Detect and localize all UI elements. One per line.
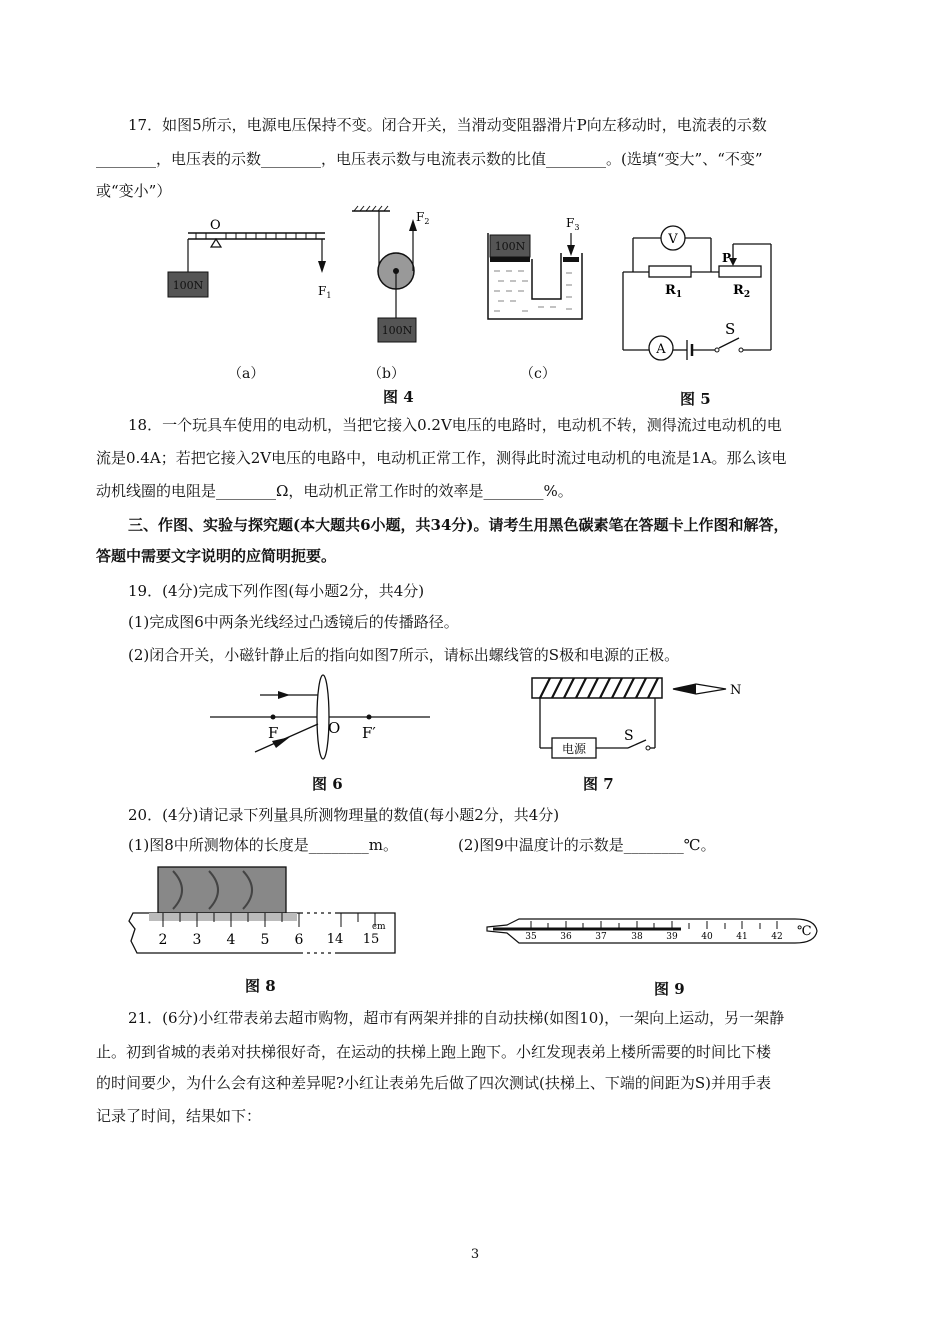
section3-heading-line2: 答题中需要文字说明的应简明扼要。 bbox=[96, 547, 337, 565]
fig5-r1-label: $R_1$ bbox=[665, 283, 683, 300]
q21-line2: 止。初到省城的表弟对扶梯很好奇，在运动的扶梯上跑上跑下。小红发现表弟上楼所需要的时间比下楼 bbox=[96, 1043, 772, 1061]
q20-part2: (2)图9中温度计的示数是________℃。 bbox=[458, 836, 716, 854]
q19-line2: (1)完成图6中两条光线经过凸透镜后的传播路径。 bbox=[128, 613, 459, 631]
fig4c-force-label: $F_3$ bbox=[566, 216, 580, 232]
fig5-circuit-diagram bbox=[615, 220, 780, 360]
fig9-caption: 图 9 bbox=[654, 980, 685, 998]
fig9-tick-41: 41 bbox=[736, 932, 748, 942]
fig9-tick-35: 35 bbox=[525, 932, 537, 942]
fig4b-weight-label: 100N bbox=[381, 324, 413, 337]
q20-line1: 20．(4分)请记录下列量具所测物理量的数值(每小题2分，共4分) bbox=[128, 806, 560, 824]
fig7-switch-label: S bbox=[624, 728, 634, 744]
fig8-tick-5: 5 bbox=[260, 932, 270, 948]
q21-line4: 记录了时间，结果如下： bbox=[96, 1107, 262, 1125]
fig9-tick-40: 40 bbox=[701, 932, 713, 942]
fig9-unit-label: ℃ bbox=[797, 924, 812, 939]
fig8-unit-label: cm bbox=[372, 922, 386, 932]
section3-heading-line1: 三、作图、实验与探究题(本大题共6小题，共34分)。请考生用黑色碳素笔在答题卡上作图和解答， bbox=[128, 516, 789, 534]
q18-line1: 18．一个玩具车使用的电动机，当把它接入0.2V电压的电路时，电动机不转，测得流过电动机的电 bbox=[128, 416, 782, 434]
fig7-caption: 图 7 bbox=[583, 775, 614, 793]
q17-line3: 或“变小”） bbox=[96, 182, 172, 200]
fig8-measured-object bbox=[158, 867, 286, 913]
fig4a-fulcrum bbox=[211, 239, 221, 247]
fig5-voltmeter-label: V bbox=[668, 232, 678, 247]
fig5-ammeter-label: A bbox=[656, 342, 666, 357]
q20-part1: (1)图8中所测物体的长度是________m。 bbox=[128, 836, 399, 854]
q21-line1: 21．(6分)小红带表弟去超市购物，超市有两架并排的自动扶梯(如图10)，一架向上运动，另一架静 bbox=[128, 1009, 785, 1027]
fig4c-weight-label: 100N bbox=[494, 240, 526, 253]
fig5-switch bbox=[719, 338, 739, 348]
fig5-resistor-r1 bbox=[649, 266, 691, 277]
fig9-tick-36: 36 bbox=[560, 932, 572, 942]
fig5-switch-label: S bbox=[725, 320, 736, 338]
fig7-needle-pole-label: N bbox=[730, 683, 742, 698]
fig9-tick-39: 39 bbox=[666, 932, 678, 942]
q21-line3: 的时间要少，为什么会有这种差异呢?小红让表弟先后做了四次测试(扶梯上、下端的间距为S)并用手表 bbox=[96, 1074, 772, 1092]
fig4b-force-label: $F_2$ bbox=[416, 210, 430, 226]
fig8-tick-14: 14 bbox=[326, 932, 344, 947]
fig4a-pivot-label: O bbox=[210, 218, 221, 233]
fig9-tick-42: 42 bbox=[771, 932, 783, 942]
q18-line3: 动机线圈的电阻是________Ω，电动机正常工作时的效率是________%。 bbox=[96, 482, 573, 500]
fig4c-hydraulic-diagram bbox=[480, 213, 590, 333]
fig4b-label: （b） bbox=[368, 366, 405, 382]
fig4c-label: （c） bbox=[520, 366, 556, 382]
fig8-tick-15: 15 bbox=[362, 932, 380, 947]
fig7-solenoid-diagram bbox=[530, 672, 760, 762]
fig8-tick-6: 6 bbox=[294, 932, 304, 948]
fig4a-force-label: $F_1$ bbox=[318, 284, 332, 300]
fig6-focus-right-label: F′ bbox=[362, 724, 376, 742]
fig8-tick-4: 4 bbox=[226, 932, 236, 948]
q17-line1: 17．如图5所示，电源电压保持不变。闭合开关，当滑动变阻器滑片P向左移动时，电流表的示数 bbox=[128, 116, 767, 134]
fig9-thermometer-diagram bbox=[485, 905, 835, 955]
fig7-power-label: 电源 bbox=[561, 742, 587, 756]
fig5-slider-label: P bbox=[722, 251, 732, 265]
fig4-caption: 图 4 bbox=[383, 388, 414, 406]
fig4b-pulley-diagram bbox=[350, 205, 440, 355]
fig8-caption: 图 8 bbox=[245, 977, 276, 995]
fig5-r2-label: $R_2$ bbox=[733, 283, 751, 300]
page-number: 3 bbox=[470, 1247, 480, 1262]
fig8-tick-2: 2 bbox=[158, 932, 168, 948]
fig9-tick-37: 37 bbox=[595, 932, 607, 942]
fig8-ruler-diagram bbox=[125, 865, 405, 960]
fig8-tick-3: 3 bbox=[192, 932, 202, 948]
fig4a-lever-diagram bbox=[160, 215, 340, 365]
fig6-convex-lens bbox=[317, 675, 329, 759]
fig4a-weight-label: 100N bbox=[172, 279, 204, 292]
fig4a-label: （a） bbox=[228, 366, 265, 382]
fig6-caption: 图 6 bbox=[312, 775, 343, 793]
q17-line2: ________，电压表的示数________，电压表示数与电流表示数的比值________。(选填“变大”、“不变” bbox=[96, 150, 763, 168]
fig9-tick-38: 38 bbox=[631, 932, 643, 942]
q19-line1: 19．(4分)完成下列作图(每小题2分，共4分) bbox=[128, 582, 425, 600]
fig6-center-label: O bbox=[328, 719, 341, 737]
fig6-lens-diagram bbox=[210, 672, 440, 767]
q19-line3: (2)闭合开关，小磁针静止后的指向如图7所示，请标出螺线管的S极和电源的正极。 bbox=[128, 646, 680, 664]
q18-line2: 流是0.4A；若把它接入2V电压的电路中，电动机正常工作，测得此时流过电动机的电流是1A。那么该电 bbox=[96, 449, 787, 467]
fig5-caption: 图 5 bbox=[680, 390, 711, 408]
fig6-focus-left-label: F bbox=[268, 724, 279, 742]
fig5-rheostat-r2 bbox=[719, 266, 761, 277]
